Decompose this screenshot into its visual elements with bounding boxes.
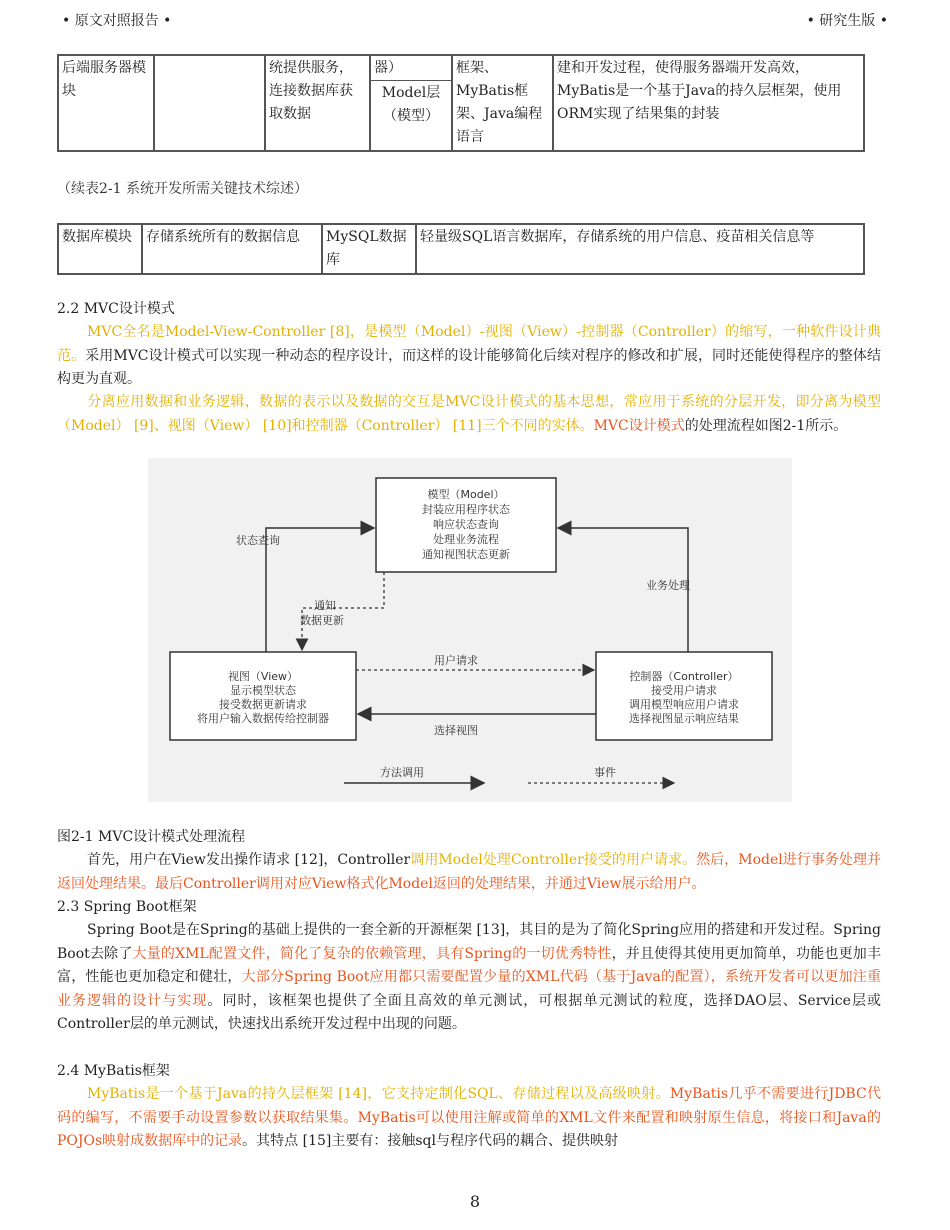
plain-text: 。同时，该框架也提供了全面且高效的单元测试，可根据单元测试的粒度，选择DAO层、Service层或Controller层的单元测试，快速找出系统开发过程中出现的问题。 [57,992,881,1032]
paragraph-mvc-intro [57,321,881,392]
table-subcell-bottom: Model层（模型） [381,85,441,124]
plain-text: 。其特点 [15]主要有：接触sql与程序代码的耦合、提供映射 [242,1133,618,1149]
legend-method: 方法调用 [380,766,424,779]
highlight-text-red: MyBatis几乎不需要进行JDBC代码的编写，不需要手动设置参数以获取结果集。MyBatis可以使用注解或简单的XML文件来配置和映射原生信息，将接口和Java的POJOs映射成数据库中的记录 [57,1086,882,1149]
tech-table-part1 [57,54,865,152]
mvc-flow-figure [148,458,792,802]
label-select-view: 选择视图 [434,724,478,737]
plain-text: 首先，用户在View发出操作请求 [12]，Controller [87,852,411,868]
highlight-text-red: 大部分Spring Boot应用都只需要配置少量的XML代码（基于Java的配置），系统开发者可以更加注重业务逻辑的设计与实现 [57,969,882,1009]
table-cell: MySQL数据库 [322,224,416,274]
header-left: • 原文对照报告 • [62,13,172,29]
highlight-text: 分离应用数据和业务逻辑，数据的表示以及数据的交互是MVC设计模式的基本思想，常应用于系统的分层开发，即分离为模型（Model） [9]、视图（View） [10]和控制器（Controller） [11]三个不同的实体。 [57,394,881,434]
model-line: 响应状态查询 [433,518,499,531]
paragraph-mybatis [57,1083,881,1154]
label-notify: 数据更新 [300,614,344,627]
model-line: 通知视图状态更新 [422,548,510,561]
plain-text: 的处理流程如图2-1所示。 [684,417,848,434]
legend-event: 事件 [594,766,616,779]
controller-line: 控制器（Controller） [629,670,739,683]
highlight-text-red: MVC设计模式 [593,417,685,434]
section-title-mvc: 2.2 MVC设计模式 [57,301,175,317]
table-cell: 建和开发过程，使得服务器端开发高效，MyBatis是一个基于Java的持久层框架，使用ORM实现了结果集的封装 [553,55,864,151]
table-caption: （续表2-1 系统开发所需关键技术综述） [57,181,308,197]
label-business: 业务处理 [646,579,690,592]
tech-table-part2 [57,223,865,275]
view-line: 视图（View） [227,670,299,683]
table-cell: 数据库模块 [58,224,142,274]
table-cell: 框架、MyBatis框架、Java编程语言 [452,55,553,151]
paragraph-mvc-idea [57,391,881,438]
highlight-text: 调用Model处理Controller接受的用户请求。 [410,852,697,868]
table-subcell-top: 器） [371,56,451,81]
header-right: • 研究生版 • [806,13,888,29]
page-number: 8 [469,1192,481,1211]
plain-text: Spring Boot是在Spring的基础上提供的一套全新的开源框架 [13]，其目的是为了简化Spring应用的搭建和开发过程。Spring Boot去除了 [57,922,881,962]
highlight-text-red: 大量的XML配置文件，简化了复杂的依赖管理，具有Spring的一切优秀特性 [132,945,612,962]
view-line: 接受数据更新请求 [219,698,307,711]
section-title-mybatis: 2.4 MyBatis框架 [57,1063,170,1079]
highlight-text: MyBatis是一个基于Java的持久层框架 [14]，它支持定制化SQL、存储过程以及高级映射。 [87,1086,670,1102]
paragraph-springboot [57,919,881,1037]
label-state-query: 状态查询 [236,534,280,547]
table-cell-split [370,55,452,151]
table-cell: 存储系统所有的数据信息 [142,224,322,274]
view-line: 显示模型状态 [230,684,296,697]
paragraph-mvc-flow [57,849,881,896]
plain-text: ，并且使得其使用更加简单，功能也更加丰富，性能也更加稳定和健壮， [57,945,881,985]
table-cell [154,55,265,151]
model-line: 处理业务流程 [433,533,499,546]
controller-line: 选择视图显示响应结果 [629,712,739,725]
figure-caption: 图2-1 MVC设计模式处理流程 [57,829,246,845]
controller-line: 调用模型响应用户请求 [629,698,739,711]
model-line: 模型（Model） [427,488,505,501]
highlight-text: MVC全名是Model-View-Controller [8]，是模型（Model）-视图（View）-控制器（Controller）的缩写，一种软件设计典范。 [57,324,881,364]
view-line: 将用户输入数据传给控制器 [197,712,329,725]
model-line: 封装应用程序状态 [422,503,510,516]
table-cell: 统提供服务，连接数据库获取数据 [265,55,370,151]
controller-line: 接受用户请求 [651,684,717,697]
plain-text: 采用MVC设计模式可以实现一种动态的程序设计，而这样的设计能够简化后续对程序的修改和扩展，同时还能使得程序的整体结构更为直观。 [57,347,882,387]
label-user-request: 用户请求 [434,654,478,667]
highlight-text-red: 然后，Model进行事务处理并返回处理结果。最后Controller调用对应View格式化Model返回的处理结果，并通过View展示给用户。 [57,852,881,892]
table-cell: 后端服务器模块 [58,55,154,151]
label-notify: 通知 [314,599,336,612]
table-cell: 轻量级SQL语言数据库，存储系统的用户信息、疫苗相关信息等 [416,224,864,274]
section-title-springboot: 2.3 Spring Boot框架 [57,899,197,915]
